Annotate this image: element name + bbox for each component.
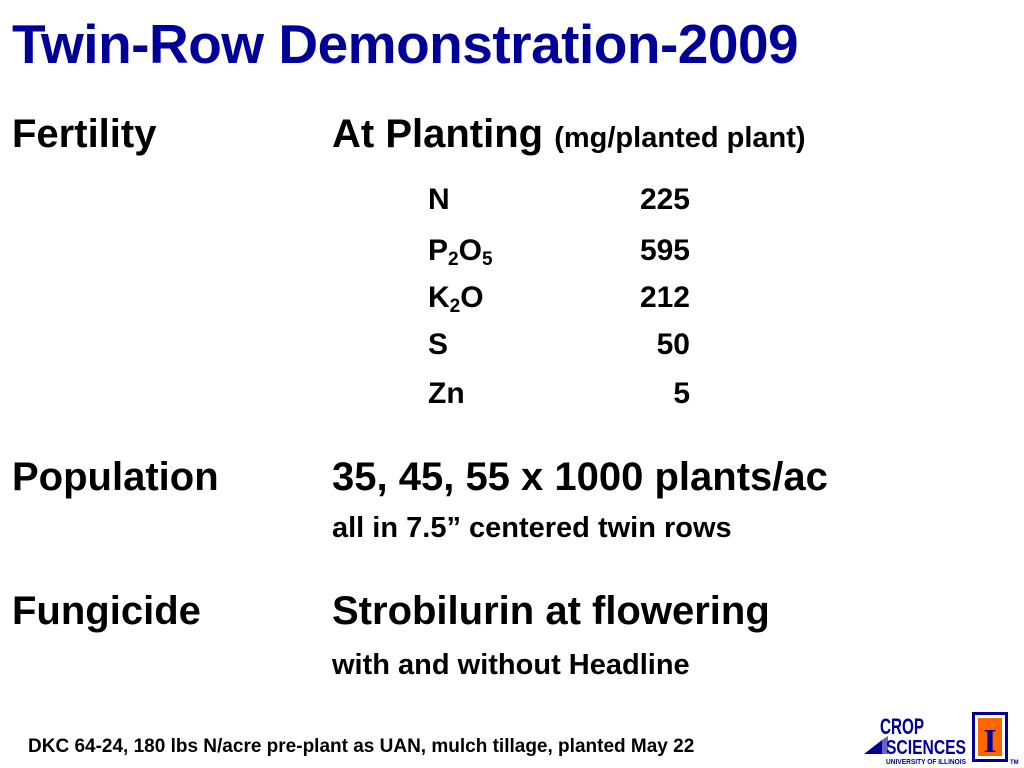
nutrient-name: $K_2O$ (428, 281, 484, 317)
fungicide-value: Strobilurin at flowering (332, 589, 770, 633)
slide-title: Twin-Row Demonstration-2009 (12, 13, 799, 75)
fertility-heading-text: At Planting (332, 112, 544, 156)
nutrient-name: $P_2O_5$ (428, 234, 493, 270)
nutrient-name: S (428, 328, 449, 361)
footer-note: DKC 64-24, 180 lbs N/acre pre-plant as UAN, mulch tillage, planted May 22 (28, 736, 695, 757)
nutrient-value: 595 (639, 234, 690, 267)
nutrient-name: Zn (428, 377, 465, 410)
nutrient-value: 5 (673, 377, 690, 410)
logo-tm: TM (1010, 760, 1019, 766)
fertility-heading (332, 110, 806, 162)
population-label: Population (12, 455, 219, 499)
crop-sciences-logo (862, 710, 1020, 768)
nutrient-value: 225 (639, 183, 690, 216)
fertility-unit: (mg/planted plant) (554, 122, 806, 154)
logo-badge: I (983, 723, 997, 760)
fungicide-note: with and without Headline (332, 649, 690, 681)
nutrient-name: N (428, 183, 450, 216)
fungicide-label: Fungicide (12, 589, 201, 633)
logo-line1: CROP (880, 714, 924, 739)
logo-line2: SCIENCES (886, 737, 966, 759)
logo-line3: UNIVERSITY OF ILLINOIS (886, 759, 967, 766)
illinois-i-icon (972, 712, 1008, 762)
population-note: all in 7.5” centered twin rows (332, 512, 732, 544)
nutrient-value: 212 (639, 281, 690, 314)
fertility-label: Fertility (12, 112, 157, 156)
population-value: 35, 45, 55 x 1000 plants/ac (332, 455, 828, 499)
nutrient-value: 50 (656, 328, 690, 361)
